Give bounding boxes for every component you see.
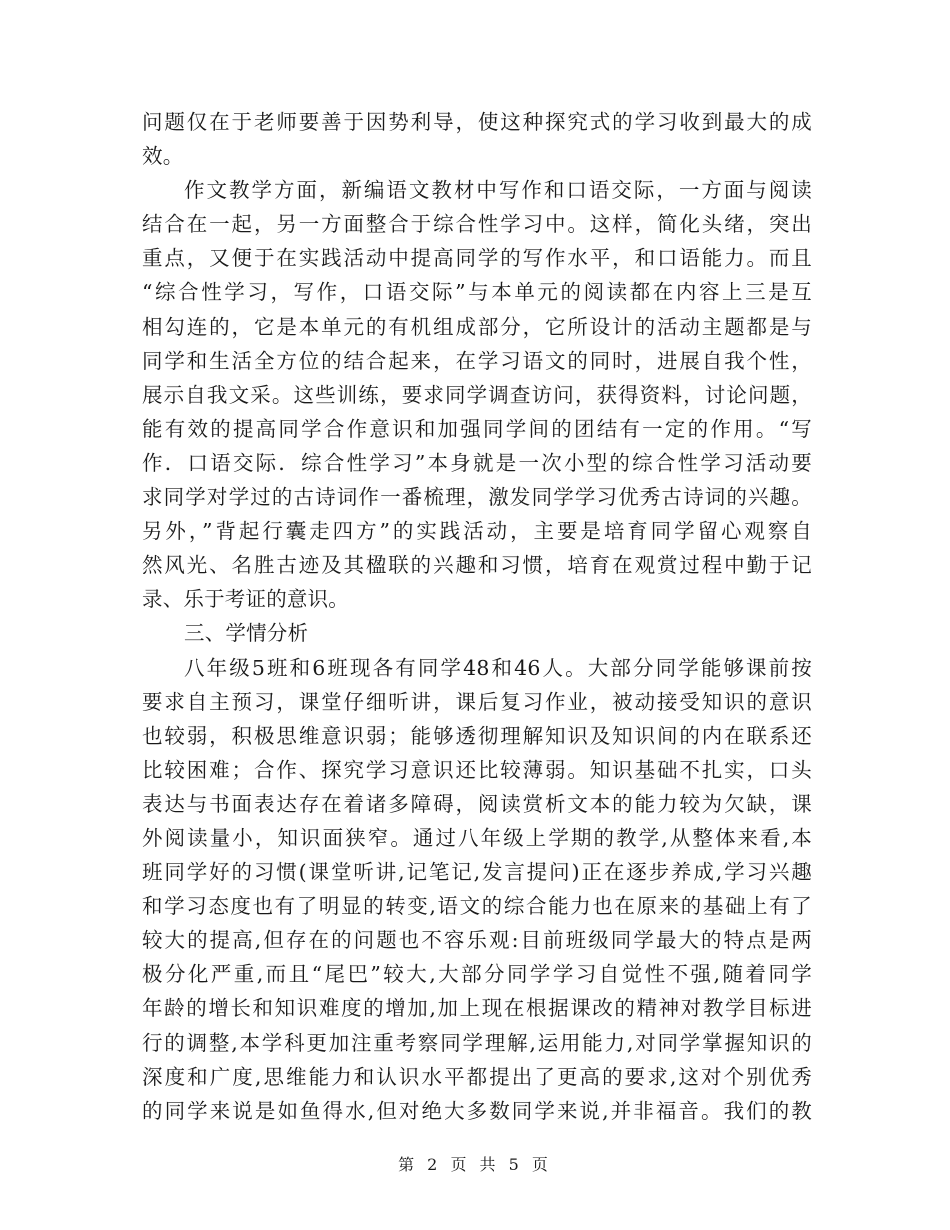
text-line: 较大的提高,但存在的问题也不容乐观:目前班级同学最大的特点是两	[142, 928, 812, 953]
text-line: 问题仅在于老师要善于因势利导，使这种探究式的学习收到最大的成	[142, 110, 812, 134]
text-line: 重点，又便于在实践活动中提高同学的写作水平，和口语能力。而且	[142, 246, 812, 271]
text-line: 行的调整,本学科更加注重考察同学理解,运用能力,对同学掌握知识的	[142, 1030, 812, 1055]
text-line: “综合性学习，写作，口语交际”与本单元的阅读都在内容上三是互	[142, 280, 812, 305]
section-heading: 三、学情分析	[184, 621, 309, 646]
text-line: 求同学对学过的古诗词作一番梳理，激发同学学习优秀古诗词的兴趣。	[142, 485, 812, 510]
text-line: 年龄的增长和知识难度的增加,加上现在根据课改的精神对教学目标进	[142, 996, 812, 1021]
text-line: 能有效的提高同学合作意识和加强同学间的团结有一定的作用。“写	[142, 416, 812, 441]
text-line: 外阅读量小，知识面狭窄。通过八年级上学期的教学,从整体来看,本	[142, 825, 812, 850]
text-line: 结合在一起，另一方面整合于综合性学习中。这样，简化头绪，突出	[142, 212, 812, 237]
text-line: 极分化严重,而且“尾巴”较大,大部分同学学习自觉性不强,随着同学	[142, 962, 812, 987]
document-body	[142, 105, 812, 1128]
text-line: 的同学来说是如鱼得水,但对绝大多数同学来说,并非福音。我们的教	[142, 1098, 812, 1123]
text-line: 另外，”背起行囊走四方”的实践活动，主要是培育同学留心观察自	[142, 519, 812, 544]
text-line: 展示自我文采。这些训练，要求同学调查访问，获得资料，讨论问题，	[142, 382, 812, 407]
text-line: 效。	[142, 144, 184, 169]
text-line: 班同学好的习惯(课堂听讲,记笔记,发言提问)正在逐步养成,学习兴趣	[142, 860, 812, 885]
text-line: 比较困难；合作、探究学习意识还比较薄弱。知识基础不扎实，口头	[142, 757, 812, 782]
text-line: 和学习态度也有了明显的转变,语文的综合能力也在原来的基础上有了	[142, 894, 812, 919]
text-line: 相勾连的，它是本单元的有机组成部分，它所设计的活动主题都是与	[142, 314, 812, 339]
text-line: 也较弱，积极思维意识弱；能够透彻理解知识及知识间的内在联系还	[142, 723, 812, 748]
text-line: 然风光、名胜古迹及其楹联的兴趣和习惯，培育在观赏过程中勤于记	[142, 553, 812, 578]
text-line: 作文教学方面，新编语文教材中写作和口语交际，一方面与阅读	[184, 178, 812, 203]
text-line: 同学和生活全方位的结合起来，在学习语文的同时，进展自我个性，	[142, 348, 812, 373]
text-line: 八年级5班和6班现各有同学48和46人。大部分同学能够课前按	[184, 655, 812, 680]
text-line: 表达与书面表达存在着诸多障碍，阅读赏析文本的能力较为欠缺，课	[142, 791, 812, 816]
text-line: 要求自主预习，课堂仔细听讲，课后复习作业，被动接受知识的意识	[142, 689, 812, 714]
text-line: 作．口语交际．综合性学习”本身就是一次小型的综合性学习活动要	[142, 450, 812, 475]
text-line: 录、乐于考证的意识。	[142, 587, 349, 612]
page-number-footer: 第 2 页 共 5 页	[398, 1155, 552, 1174]
text-line: 深度和广度,思维能力和认识水平都提出了更高的要求,这对个别优秀	[142, 1064, 812, 1089]
